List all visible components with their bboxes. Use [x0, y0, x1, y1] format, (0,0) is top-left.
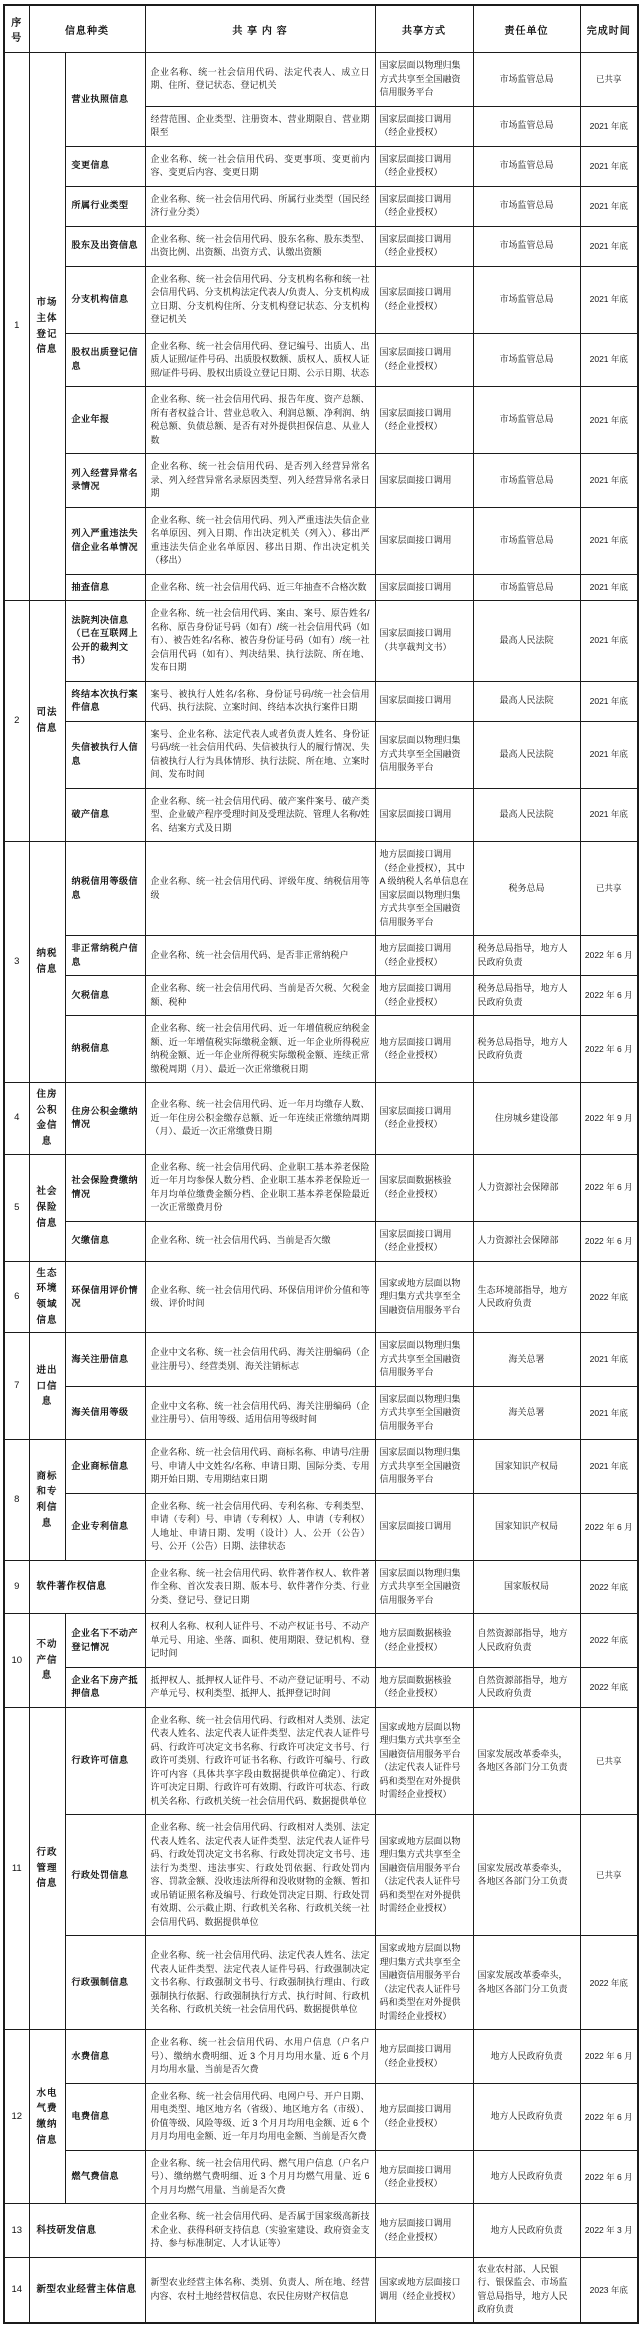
serial-cell: 8	[4, 1440, 29, 1561]
info-type-cell: 企业名下房产抵押信息	[65, 1667, 145, 1707]
category-cell: 住房公积金信息	[29, 1083, 65, 1155]
shared-content-cell: 企业名称、统一社会信用代码、近三年抽查不合格次数	[145, 574, 375, 601]
completion-time-cell: 2022 年 6 月	[580, 2030, 638, 2084]
sharing-method-cell: 国家或地方层面以物理归集方式共享至全国融资信用服务平台（法定代表人证件号码和类型在对外提供时需经企业授权）	[375, 1707, 473, 1815]
table-row	[4, 1440, 638, 1494]
responsible-unit-cell: 人力资源社会保障部	[473, 1221, 580, 1261]
completion-time-cell: 2021 年底	[580, 186, 638, 226]
completion-time-cell: 2022 年底	[580, 1936, 638, 2030]
responsible-unit-cell: 税务总局指导，地方人民政府负责	[473, 936, 580, 976]
sharing-method-cell: 国家层面接口调用（经企业授权）	[375, 106, 473, 146]
completion-time-cell: 2022 年 6 月	[580, 1154, 638, 1221]
info-type-cell: 企业名下不动产登记情况	[65, 1614, 145, 1668]
shared-content-cell: 企业名称、统一社会信用代码、是否列入经营异常名录、列入经营异常名录原因类型、列入经营异常名录日期	[145, 454, 375, 508]
sharing-method-cell: 国家层面接口调用（经企业授权）	[375, 226, 473, 266]
table-body	[4, 53, 638, 2323]
shared-content-cell: 企业名称、统一社会信用代码、登记编号、出质人、出质人证照/证件号码、出质股权数额、质权人、质权人证照/证件号码、股权出质设立登记日期、公示日期、状态	[145, 333, 375, 387]
shared-content-cell: 企业名称、统一社会信用代码、当前是否欠缴	[145, 1221, 375, 1261]
responsible-unit-cell: 农业农村部、人民银行、银保监会、市场监管总局指导，地方人民政府负责	[473, 2257, 580, 2323]
table-row	[4, 1614, 638, 1668]
serial-cell: 14	[4, 2257, 29, 2323]
completion-time-cell: 2022 年 6 月	[580, 936, 638, 976]
sharing-method-cell: 国家层面以物理归集方式共享至全国融资信用服务平台	[375, 53, 473, 107]
info-type-cell: 住房公积金缴纳情况	[65, 1083, 145, 1155]
category-cell: 不动产信息	[29, 1614, 65, 1708]
table-row	[4, 1815, 638, 1936]
sharing-method-cell: 国家层面以物理归集方式共享至全国融资信用服务平台	[375, 1560, 473, 1614]
info-type-cell: 社会保险费缴纳情况	[65, 1154, 145, 1221]
table-row	[4, 2257, 638, 2323]
table-row	[4, 976, 638, 1016]
table-row	[4, 186, 638, 226]
sharing-method-cell: 地方层面接口调用（经企业授权）	[375, 1016, 473, 1083]
shared-content-cell: 企业名称、统一社会信用代码、列入严重违法失信企业名单原因、列入日期、作出决定机关（列入）、移出严重违法失信企业名单原因、移出日期、作出决定机关（移出）	[145, 507, 375, 574]
info-type-cell: 行政处罚信息	[65, 1815, 145, 1936]
info-type-cell: 分支机构信息	[65, 266, 145, 333]
shared-content-cell: 企业名称、统一社会信用代码、软件著作权人、软件著作全称、首次发表日期、版本号、软件著作分类、行业分类、登记号、登记日期	[145, 1560, 375, 1614]
sharing-method-cell: 地方层面接口调用（经企业授权）	[375, 2204, 473, 2258]
info-type-cell: 企业年报	[65, 387, 145, 454]
completion-time-cell: 2021 年底	[580, 454, 638, 508]
completion-time-cell: 2021 年底	[580, 788, 638, 842]
info-type-cell: 纳税信息	[65, 1016, 145, 1083]
info-type-cell: 电费信息	[65, 2083, 145, 2150]
sharing-method-cell: 国家或地方层面以物理归集方式共享至全国融资信用服务平台（法定代表人证件号码和类型在对外提供时需经企业授权）	[375, 1936, 473, 2030]
serial-cell: 5	[4, 1154, 29, 1261]
header-row	[4, 5, 638, 53]
completion-time-cell: 2023 年底	[580, 2257, 638, 2323]
completion-time-cell: 2022 年底	[580, 1261, 638, 1333]
completion-time-cell: 已共享	[580, 842, 638, 936]
table-row	[4, 2030, 638, 2084]
info-type-cell: 股东及出资信息	[65, 226, 145, 266]
shared-content-cell: 企业名称、统一社会信用代码、报告年度、资产总额、所有者权益合计、营业总收入、利润总额、净利润、纳税总额、负债总额、是否有对外提供担保信息、从业人数	[145, 387, 375, 454]
sharing-method-cell: 国家层面以物理归集方式共享至全国融资信用服务平台	[375, 1386, 473, 1440]
serial-cell: 7	[4, 1333, 29, 1440]
info-type-cell: 行政许可信息	[65, 1707, 145, 1815]
table-row	[4, 454, 638, 508]
info-sharing-table	[3, 4, 639, 2324]
category-cell: 纳税信息	[29, 842, 65, 1083]
completion-time-cell: 2022 年 6 月	[580, 1221, 638, 1261]
responsible-unit-cell: 地方人民政府负责	[473, 2083, 580, 2150]
serial-cell: 12	[4, 2030, 29, 2204]
table-row	[4, 1667, 638, 1707]
table-row	[4, 146, 638, 186]
completion-time-cell: 2021 年底	[580, 106, 638, 146]
table-row	[4, 1493, 638, 1560]
completion-time-cell: 2021 年底	[580, 333, 638, 387]
sharing-method-cell: 国家层面接口调用（经企业授权）	[375, 1221, 473, 1261]
completion-time-cell: 2021 年底	[580, 1333, 638, 1387]
sharing-method-cell: 地方层面接口调用（经企业授权），其中 A 级纳税人名单信息在国家层面以物理归集方式共享至全国融资信用服务平台	[375, 842, 473, 936]
completion-time-cell: 2022 年 6 月	[580, 1016, 638, 1083]
table-row	[4, 53, 638, 107]
shared-content-cell: 新型农业经营主体名称、类别、负责人、所在地、经营内容、农村土地经营权信息、农民住房财产权信息	[145, 2257, 375, 2323]
header-time: 完成时间	[580, 5, 638, 53]
serial-cell: 2	[4, 601, 29, 842]
info-type-cell: 列入经营异常名录情况	[65, 454, 145, 508]
table-row	[4, 2204, 638, 2258]
shared-content-cell: 企业名称、统一社会信用代码、燃气用户信息（户名户号）、缴纳燃气费明细、近 3 个月月均燃气用量、近 6 个月月均燃气用量、当前是否欠费	[145, 2150, 375, 2204]
responsible-unit-cell: 国家知识产权局	[473, 1440, 580, 1494]
shared-content-cell: 企业名称、统一社会信用代码、分支机构名称和统一社会信用代码、分支机构法定代表人/负责人、分支机构成立日期、分支机构住所、分支机构登记状态、分支机构登记机关	[145, 266, 375, 333]
table-row	[4, 721, 638, 788]
shared-content-cell: 企业名称、统一社会信用代码、评级年度、纳税信用等级	[145, 842, 375, 936]
responsible-unit-cell: 最高人民法院	[473, 681, 580, 721]
info-type-cell: 终结本次执行案件信息	[65, 681, 145, 721]
shared-content-cell: 企业名称、统一社会信用代码、破产案件案号、破产类型、企业破产程序受理时间及受理法院、管理人名称/姓名、结案方式及日期	[145, 788, 375, 842]
completion-time-cell: 2021 年底	[580, 387, 638, 454]
serial-cell: 13	[4, 2204, 29, 2258]
table-row	[4, 1221, 638, 1261]
info-type-cell: 法院判决信息（已在互联网上公开的裁判文书）	[65, 601, 145, 682]
table-row	[4, 936, 638, 976]
sharing-method-cell: 国家层面接口调用	[375, 507, 473, 574]
completion-time-cell: 2022 年 6 月	[580, 1493, 638, 1560]
sharing-method-cell: 国家层面接口调用（经企业授权）	[375, 186, 473, 226]
sharing-method-cell: 国家层面接口调用（经企业授权）	[375, 266, 473, 333]
responsible-unit-cell: 地方人民政府负责	[473, 2030, 580, 2084]
completion-time-cell: 2021 年底	[580, 1386, 638, 1440]
responsible-unit-cell: 市场监管总局	[473, 186, 580, 226]
category-cell: 司法信息	[29, 601, 65, 842]
shared-content-cell: 企业名称、统一社会信用代码、是否属于国家级高新技术企业、获得科研支持信息（实验室建设、政府资金支持、参与标准制定、人才认证等）	[145, 2204, 375, 2258]
shared-content-cell: 企业名称、统一社会信用代码、股东名称、股东类型、出资比例、出资额、出资方式、认缴出资额	[145, 226, 375, 266]
completion-time-cell: 2021 年底	[580, 1440, 638, 1494]
shared-content-cell: 案号、被执行人姓名/名称、身份证号码/统一社会信用代码、执行法院、立案时间、终结本次执行案件日期	[145, 681, 375, 721]
responsible-unit-cell: 地方人民政府负责	[473, 2150, 580, 2204]
shared-content-cell: 企业名称、统一社会信用代码、当前是否欠税、欠税金额、税种	[145, 976, 375, 1016]
table-row	[4, 507, 638, 574]
serial-cell: 11	[4, 1707, 29, 2030]
table-row	[4, 266, 638, 333]
responsible-unit-cell: 最高人民法院	[473, 601, 580, 682]
shared-content-cell: 企业名称、统一社会信用代码、水用户信息（户名户号）、缴纳水费明细、近 3 个月月均用水量、近 6 个月月均用水量、当前是否欠费	[145, 2030, 375, 2084]
sharing-method-cell: 地方层面接口调用（经企业授权）	[375, 976, 473, 1016]
info-type-cell: 海关信用等级	[65, 1386, 145, 1440]
sharing-method-cell: 地方层面接口调用（经企业授权）	[375, 2083, 473, 2150]
responsible-unit-cell: 自然资源部指导，地方人民政府负责	[473, 1667, 580, 1707]
completion-time-cell: 2022 年底	[580, 1560, 638, 1614]
table-row	[4, 1261, 638, 1333]
completion-time-cell: 2022 年底	[580, 1667, 638, 1707]
category-cell: 生态环境领域信息	[29, 1261, 65, 1333]
table-row	[4, 226, 638, 266]
responsible-unit-cell: 国家发展改革委牵头，各地区各部门分工负责	[473, 1707, 580, 1815]
header-method: 共享方式	[375, 5, 473, 53]
sharing-method-cell: 国家层面接口调用（经企业授权）	[375, 1083, 473, 1155]
sharing-method-cell: 地方层面数据核验（经企业授权）	[375, 1614, 473, 1668]
sharing-method-cell: 国家或地方层面以物理归集方式共享至全国融资信用服务平台	[375, 1261, 473, 1333]
responsible-unit-cell: 市场监管总局	[473, 507, 580, 574]
serial-cell: 9	[4, 1560, 29, 1614]
info-type-cell: 股权出质登记信息	[65, 333, 145, 387]
category-cell: 社会保险信息	[29, 1154, 65, 1261]
responsible-unit-cell: 市场监管总局	[473, 266, 580, 333]
info-type-cell: 所属行业类型	[65, 186, 145, 226]
info-type-cell: 破产信息	[65, 788, 145, 842]
sharing-method-cell: 国家层面数据核验（经企业授权）	[375, 1154, 473, 1221]
sharing-method-cell: 国家层面接口调用（经企业授权）	[375, 387, 473, 454]
shared-content-cell: 企业名称、统一社会信用代码、近一年月均缴存人数、近一年住房公积金缴存总额、近一年连续正常缴纳周期（月）、最近一次正常缴费日期	[145, 1083, 375, 1155]
completion-time-cell: 2021 年底	[580, 226, 638, 266]
shared-content-cell: 抵押权人、抵押权人证件号、不动产登记证明号、不动产单元号、权利类型、抵押人、抵押登记时间	[145, 1667, 375, 1707]
responsible-unit-cell: 国家发展改革委牵头，各地区各部门分工负责	[473, 1815, 580, 1936]
sharing-method-cell: 国家层面接口调用	[375, 681, 473, 721]
responsible-unit-cell: 市场监管总局	[473, 387, 580, 454]
shared-content-cell: 企业名称、统一社会信用代码、行政相对人类别、法定代表人姓名、法定代表人证件类型、法定代表人证件号码、行政许可决定文书名称、行政许可决定文书号、行政许可类别、行政许可证书名称、行政许可编号、行政许可内容（具体共享字段由数据提供单位确定）、行政许可决定日期、行政许可有效期、行政许可状态、行政机关名称、行政机关统一社会信用代码、数据提供单位	[145, 1707, 375, 1815]
responsible-unit-cell: 税务总局	[473, 842, 580, 936]
responsible-unit-cell: 自然资源部指导，地方人民政府负责	[473, 1614, 580, 1668]
info-type-cell: 海关注册信息	[65, 1333, 145, 1387]
responsible-unit-cell: 最高人民法院	[473, 788, 580, 842]
shared-content-cell: 企业名称、统一社会信用代码、是否非正常纳税户	[145, 936, 375, 976]
completion-time-cell: 2022 年 6 月	[580, 2150, 638, 2204]
table-row	[4, 1154, 638, 1221]
completion-time-cell: 已共享	[580, 1815, 638, 1936]
info-type-cell: 欠税信息	[65, 976, 145, 1016]
responsible-unit-cell: 市场监管总局	[473, 53, 580, 107]
responsible-unit-cell: 市场监管总局	[473, 333, 580, 387]
responsible-unit-cell: 国家知识产权局	[473, 1493, 580, 1560]
table-row	[4, 1386, 638, 1440]
sharing-method-cell: 国家层面接口调用（经企业授权）	[375, 146, 473, 186]
sharing-method-cell: 国家层面接口调用	[375, 1493, 473, 1560]
table-row	[4, 333, 638, 387]
table-row	[4, 1707, 638, 1815]
sharing-method-cell: 国家层面以物理归集方式共享至全国融资信用服务平台	[375, 1440, 473, 1494]
header-content: 共 享 内 容	[145, 5, 375, 53]
shared-content-cell: 企业名称、统一社会信用代码、电网户号、开户日期、用电类型、地区地方名（省级）、地区地方名（市级）、价值等级、风险等级、近 3 个月月均用电金额、近 6 个月月均用电金额、近一年月均用电金额、当前是否欠费	[145, 2083, 375, 2150]
table-row	[4, 2083, 638, 2150]
category-cell: 进出口信息	[29, 1333, 65, 1440]
category-cell: 科技研发信息	[29, 2204, 145, 2258]
shared-content-cell: 企业名称、统一社会信用代码、变更事项、变更前内容、变更后内容、变更日期	[145, 146, 375, 186]
info-type-cell: 抽查信息	[65, 574, 145, 601]
completion-time-cell: 已共享	[580, 1707, 638, 1815]
sharing-method-cell: 国家或地方层面以物理归集方式共享至全国融资信用服务平台（法定代表人证件号码和类型在对外提供时需经企业授权）	[375, 1815, 473, 1936]
info-type-cell: 纳税信用等级信息	[65, 842, 145, 936]
table-row	[4, 2150, 638, 2204]
serial-cell: 3	[4, 842, 29, 1083]
shared-content-cell: 企业名称、统一社会信用代码、商标名称、申请号/注册号、申请人中文姓名/名称、申请日期、国际分类、专用期开始日期、专用期结束日期	[145, 1440, 375, 1494]
table-row	[4, 1560, 638, 1614]
completion-time-cell: 2022 年 9 月	[580, 1083, 638, 1155]
completion-time-cell: 2021 年底	[580, 266, 638, 333]
responsible-unit-cell: 国家版权局	[473, 1560, 580, 1614]
shared-content-cell: 企业名称、统一社会信用代码、案由、案号、原告姓名/名称、原告身份证号码（如有）/统一社会信用代码（如有）、被告姓名/名称、被告身份证号码（如有）/统一社会信用代码（如有）、判决结果、执行法院、所在地、发布日期	[145, 601, 375, 682]
sharing-method-cell: 国家层面接口调用（经企业授权）	[375, 333, 473, 387]
sharing-method-cell: 国家层面接口调用	[375, 574, 473, 601]
completion-time-cell: 2021 年底	[580, 601, 638, 682]
responsible-unit-cell: 海关总署	[473, 1333, 580, 1387]
sharing-method-cell: 国家层面接口调用	[375, 454, 473, 508]
sharing-method-cell: 国家层面以物理归集方式共享至全国融资信用服务平台	[375, 721, 473, 788]
responsible-unit-cell: 人力资源社会保障部	[473, 1154, 580, 1221]
responsible-unit-cell: 税务总局指导，地方人民政府负责	[473, 976, 580, 1016]
table-row	[4, 387, 638, 454]
responsible-unit-cell: 住房城乡建设部	[473, 1083, 580, 1155]
info-type-cell: 企业专利信息	[65, 1493, 145, 1560]
completion-time-cell: 2021 年底	[580, 681, 638, 721]
info-type-cell: 燃气费信息	[65, 2150, 145, 2204]
completion-time-cell: 2022 年 6 月	[580, 976, 638, 1016]
header-unit: 责任单位	[473, 5, 580, 53]
responsible-unit-cell: 市场监管总局	[473, 226, 580, 266]
serial-cell: 4	[4, 1083, 29, 1155]
info-type-cell: 水费信息	[65, 2030, 145, 2084]
info-type-cell: 非正常纳税户信息	[65, 936, 145, 976]
info-type-cell: 变更信息	[65, 146, 145, 186]
info-type-cell: 失信被执行人信息	[65, 721, 145, 788]
sharing-method-cell: 国家或地方层面接口调用（经企业授权）	[375, 2257, 473, 2323]
category-cell: 行政管理信息	[29, 1707, 65, 2030]
table-row	[4, 601, 638, 682]
category-cell: 新型农业经营主体信息	[29, 2257, 145, 2323]
shared-content-cell: 企业名称、统一社会信用代码、法定代表人、成立日期、住所、登记状态、登记机关	[145, 53, 375, 107]
info-type-cell: 欠缴信息	[65, 1221, 145, 1261]
responsible-unit-cell: 国家发展改革委牵头，各地区各部门分工负责	[473, 1936, 580, 2030]
info-type-cell: 列入严重违法失信企业名单情况	[65, 507, 145, 574]
header-serial: 序号	[4, 5, 29, 53]
responsible-unit-cell: 生态环境部指导，地方人民政府负责	[473, 1261, 580, 1333]
sharing-method-cell: 地方层面接口调用（经企业授权）	[375, 936, 473, 976]
info-type-cell: 环保信用评价情况	[65, 1261, 145, 1333]
sharing-method-cell: 国家层面以物理归集方式共享至全国融资信用服务平台	[375, 1333, 473, 1387]
shared-content-cell: 企业名称、统一社会信用代码、环保信用评价分值和等级、评价时间	[145, 1261, 375, 1333]
responsible-unit-cell: 市场监管总局	[473, 106, 580, 146]
category-cell: 市场主体登记信息	[29, 53, 65, 601]
info-type-cell: 企业商标信息	[65, 1440, 145, 1494]
shared-content-cell: 企业中文名称、统一社会信用代码、海关注册编码（企业注册号）、信用等级、适用信用等级时间	[145, 1386, 375, 1440]
sharing-method-cell: 地方层面数据核验（经企业授权）	[375, 1667, 473, 1707]
sharing-method-cell: 国家层面接口调用	[375, 788, 473, 842]
category-cell: 软件著作权信息	[29, 1560, 145, 1614]
table-row	[4, 788, 638, 842]
sharing-method-cell: 国家层面接口调用（共享裁判文书）	[375, 601, 473, 682]
table-row	[4, 1083, 638, 1155]
shared-content-cell: 企业名称、统一社会信用代码、专利名称、专利类型、申请（专利）号、申请（专利权）人、申请（专利权）人地址、申请日期、发明（设计）人、公开（公告）号、公开（公告）日期、法律状态	[145, 1493, 375, 1560]
responsible-unit-cell: 市场监管总局	[473, 146, 580, 186]
table-row	[4, 1936, 638, 2030]
responsible-unit-cell: 海关总署	[473, 1386, 580, 1440]
category-cell: 商标和专利信息	[29, 1440, 65, 1561]
completion-time-cell: 2022 年 3 月	[580, 2204, 638, 2258]
responsible-unit-cell: 市场监管总局	[473, 454, 580, 508]
table-row	[4, 681, 638, 721]
shared-content-cell: 案号、企业名称、法定代表人或者负责人姓名、身份证号码/统一社会信用代码、失信被执行人的履行情况、失信被执行人行为具体情形、执行法院、所在地、立案时间、发布时间	[145, 721, 375, 788]
table-row	[4, 1016, 638, 1083]
shared-content-cell: 权利人名称、权利人证件号、不动产权证书号、不动产单元号、用途、坐落、面积、使用期限、登记机构、登记时间	[145, 1614, 375, 1668]
responsible-unit-cell: 市场监管总局	[473, 574, 580, 601]
responsible-unit-cell: 最高人民法院	[473, 721, 580, 788]
shared-content-cell: 企业名称、统一社会信用代码、近一年增值税应纳税金额、近一年增值税实际缴税金额、近一年企业所得税应纳税金额、近一年企业所得税实际缴税金额、连续正常缴税周期（月）、最近一次正常缴税日期	[145, 1016, 375, 1083]
serial-cell: 1	[4, 53, 29, 601]
header-category: 信息种类	[29, 5, 145, 53]
completion-time-cell: 2022 年 6 月	[580, 2083, 638, 2150]
completion-time-cell: 2021 年底	[580, 721, 638, 788]
table-row	[4, 1333, 638, 1387]
completion-time-cell: 2021 年底	[580, 507, 638, 574]
table-row	[4, 842, 638, 936]
shared-content-cell: 企业名称、统一社会信用代码、行政相对人类别、法定代表人姓名、法定代表人证件类型、法定代表人证件号码、行政处罚决定文书名称、行政处罚决定文书号、违法行为类型、违法事实、行政处罚依据、行政处罚内容、罚款金额、没收违法所得和没收财物的金额、暂扣或吊销证照名称及编号、行政处罚决定日期、行政处罚有效期、公示截止期、行政机关名称、行政机关统一社会信用代码、数据提供单位	[145, 1815, 375, 1936]
shared-content-cell: 企业名称、统一社会信用代码、法定代表人姓名、法定代表人证件类型、法定代表人证件号码、行政强制决定文书名称、行政强制文书号、行政强制执行理由、行政强制执行依据、行政强制执行方式、执行时间、行政机关名称、行政机关统一社会信用代码、数据提供单位	[145, 1936, 375, 2030]
shared-content-cell: 企业名称、统一社会信用代码、企业职工基本养老保险近一年月均参保人数分档、企业职工基本养老保险近一年月均单位缴费金额分档、企业职工基本养老保险最近一次正常缴费月份	[145, 1154, 375, 1221]
completion-time-cell: 2021 年底	[580, 146, 638, 186]
responsible-unit-cell: 税务总局指导，地方人民政府负责	[473, 1016, 580, 1083]
info-type-cell: 营业执照信息	[65, 53, 145, 147]
sharing-method-cell: 地方层面接口调用（经企业授权）	[375, 2150, 473, 2204]
completion-time-cell: 已共享	[580, 53, 638, 107]
shared-content-cell: 企业名称、统一社会信用代码、所属行业类型（国民经济行业分类）	[145, 186, 375, 226]
serial-cell: 10	[4, 1614, 29, 1708]
responsible-unit-cell: 地方人民政府负责	[473, 2204, 580, 2258]
sharing-method-cell: 地方层面接口调用（经企业授权）	[375, 2030, 473, 2084]
info-type-cell: 行政强制信息	[65, 1936, 145, 2030]
category-cell: 水电气费缴纳信息	[29, 2030, 65, 2204]
shared-content-cell: 经营范围、企业类型、注册资本、营业期限自、营业期限至	[145, 106, 375, 146]
completion-time-cell: 2022 年底	[580, 1614, 638, 1668]
shared-content-cell: 企业中文名称、统一社会信用代码、海关注册编码（企业注册号）、经营类别、海关注销标志	[145, 1333, 375, 1387]
completion-time-cell: 2021 年底	[580, 574, 638, 601]
table-row	[4, 574, 638, 601]
serial-cell: 6	[4, 1261, 29, 1333]
